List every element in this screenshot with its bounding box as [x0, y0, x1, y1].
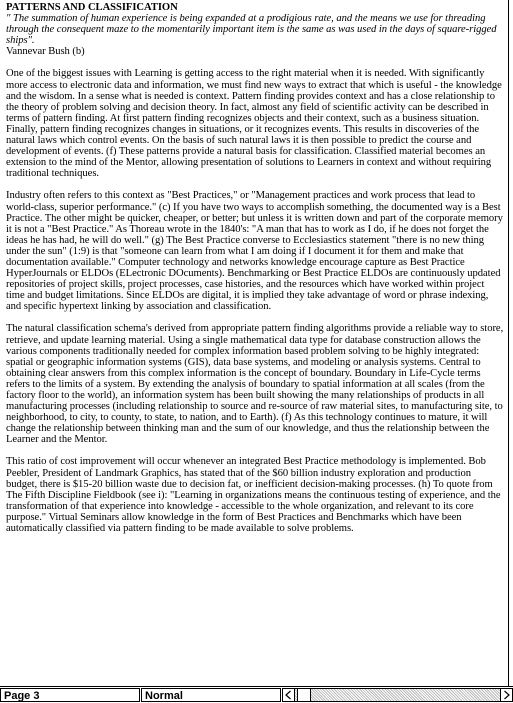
body-paragraph-2: Industry often refers to this context as "Best Practices," or "Management practices and work process that lead to world-class, superior performance." (c) If you have two ways to accomplish something, the documented way is a Best Practice. The other might be quicker, cheaper, or better; but unless it is written down and part of the corporate memory it is not a "Best Practice." As Thoreau wrote in the 1840's: "A man that has to work as I do, if he does not forget the ideas he has had, he will do well." (g) The Best Practice converse to Ecclesiastics statement "there is no new thing under the sun" (1:9) is that "someone can learn from what I am doing if I document it for them and make that documentation available." Computer technology and networks knowledge encourage capture as Best Practice HyperJournals or ELDOs (ELectronic DOcuments). Benchmarking or Best Practice ELDOs are continuously updated repositories of project skills, project processes, case histories, and the resources which have worked within project time and budget limitations. Since ELDOs are digital, it is implied they take advantage of word or phrase indexing, and specific hypertext linking by association and classification.: [6, 190, 503, 313]
status-bar: [0, 686, 513, 703]
body-paragraph-1: One of the biggest issues with Learning is getting access to the right material when it is needed. With significantly more access to electronic data and information, we must find new ways to extract that which is useful - the knowledge and the wisdom. In a sense what is needed is context. Pattern finding provides context and has a close relationship to the theory of problem solving and decision theory. In fact, almost any field of scientific activity can be described in terms of pattern finding. At first pattern finding recognizes objects and their context, such as a business situation. Finally, pattern finding recognizes changes in situations, or it recognizes events. This results in discoveries of the natural laws which control events. On the basis of such natural laws it is then possible to predict the course and development of events. (f) These patterns provide a natural basis for classification. Classified material becomes an extension to the mind of the Mentor, allowing presentation of solutions to Learners in context and without requiring traditional techniques.: [6, 68, 502, 180]
style-name-label: Normal: [145, 690, 183, 702]
arrow-left-glyph: [283, 689, 294, 701]
arrow-right-glyph: [501, 689, 512, 701]
page-indicator[interactable]: [0, 688, 140, 702]
paragraph-style-indicator[interactable]: [141, 688, 281, 702]
page-number-label: Page 3: [4, 690, 40, 702]
horizontal-scrollbar[interactable]: [282, 688, 513, 702]
arrow-right-icon[interactable]: [500, 688, 513, 702]
body-paragraph-4: This ratio of cost improvement will occur whenever an integrated Best Practice methodology is implemented. Bob Peebler, President of Landmark Graphics, has stated that of the $60 billion industry exploration and production budget, there is $15-20 billion waste due to decision fat, or inefficient decision-making processes. (h) To quote from The Fifth Discipline Fieldbook (see i): "Learning in organizations means the continuous testing of experience, and the transformation of that experience into knowledge - accessible to the whole organization, and relevant to its core purpose." Virtual Seminars allow knowledge in the form of Best Practices and Benchmarks which have been automatically classified via pattern finding to be made available to solve problems.: [6, 456, 501, 535]
arrow-left-icon[interactable]: [282, 688, 295, 702]
scroll-thumb[interactable]: [297, 689, 311, 701]
epigraph-quote: " The summation of human experience is being expanded at a prodigious rate, and the means we use for threading through the consequent maze to the momentarily important item is the same as was used in the days of square-rigged ships".: [6, 13, 497, 47]
section-heading: PATTERNS AND CLASSIFICATION: [6, 2, 178, 13]
body-paragraph-3: The natural classification schema's derived from appropriate pattern finding algorithms provide a reliable way to store, retrieve, and update learning material. Using a single mathematical data type for database construction allows the various components traditionally needed for complex information based problem solving to be highly integrated: spatial or geographic information systems (GIS), data base systems, and modeling or analysis systems. Central to obtaining clear answers from this complex information is the concept of boundary. Boundary in Life-Cycle terms refers to the limits of a system. By extending the analysis of boundary to spatial information at all scales (from the factory floor to the world), an information system has been built showing the many relationships of products in all manufacturing processes (including relationship to source and re-source of raw material sites, to manufacturing site, to neighborhood, to city, to county, to state, to nation, and to Earth). (f) As this technology continues to mature, it will change the relationship between thinking man and the sum of our knowledge, and thus the relationship between the Learner and the Mentor.: [6, 323, 504, 446]
vertical-scrollbar-edge[interactable]: [508, 0, 513, 686]
quote-attribution: Vannevar Bush (b): [6, 46, 85, 58]
